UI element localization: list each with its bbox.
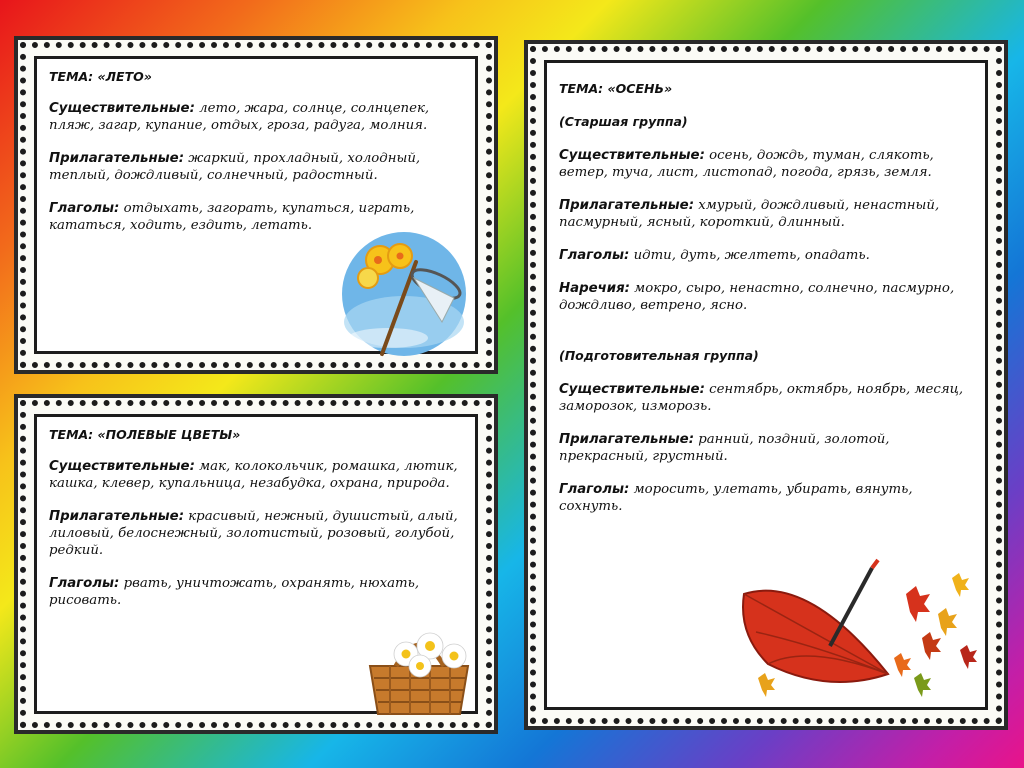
flowers-title: ТЕМА: «ПОЛЕВЫЕ ЦВЕТЫ» bbox=[49, 427, 241, 442]
label-adjectives: Прилагательные: bbox=[49, 151, 185, 166]
label-verbs: Глаголы: bbox=[559, 482, 630, 497]
autumn-verbs-2-text: моросить, улетать, убирать, вянуть, сохнуть. bbox=[559, 482, 913, 514]
card-autumn bbox=[524, 40, 1008, 730]
autumn-adjectives-2 bbox=[559, 431, 973, 465]
butterfly-net-illustration bbox=[338, 226, 470, 358]
flowers-verbs-text: рвать, уничтожать, охранять, нюхать, рисовать. bbox=[49, 576, 420, 608]
card-field-flowers bbox=[14, 394, 498, 734]
prep-group-heading: (Подготовительная группа) bbox=[559, 348, 759, 363]
autumn-verbs-text: идти, дуть, желтеть, опадать. bbox=[629, 248, 870, 263]
summer-adjectives bbox=[49, 150, 463, 184]
label-verbs: Глаголы: bbox=[49, 201, 120, 216]
autumn-nouns-text: осень, дождь, туман, слякоть, ветер, туча, лист, листопад, погода, грязь, земля. bbox=[559, 148, 934, 180]
label-adjectives: Прилагательные: bbox=[559, 432, 695, 447]
umbrella-leaves-illustration bbox=[738, 554, 988, 704]
daisy-basket-illustration bbox=[356, 618, 486, 718]
summer-verbs-text: отдыхать, загорать, купаться, играть, кататься, ходить, ездить, летать. bbox=[49, 201, 415, 233]
autumn-nouns-2 bbox=[559, 381, 973, 415]
autumn-title: ТЕМА: «ОСЕНЬ» bbox=[559, 81, 673, 96]
card-summer bbox=[14, 36, 498, 374]
label-verbs: Глаголы: bbox=[49, 576, 120, 591]
label-nouns: Существительные: bbox=[559, 148, 705, 163]
summer-title: ТЕМА: «ЛЕТО» bbox=[49, 69, 152, 84]
autumn-verbs-2 bbox=[559, 481, 973, 515]
label-adverbs: Наречия: bbox=[559, 281, 630, 296]
senior-group-heading: (Старшая группа) bbox=[559, 114, 688, 129]
autumn-adjectives bbox=[559, 197, 973, 231]
autumn-adverbs-text: мокро, сыро, ненастно, солнечно, пасмурно, дождливо, ветрено, ясно. bbox=[559, 281, 955, 313]
label-adjectives: Прилагательные: bbox=[49, 509, 185, 524]
summer-adjectives-text: жаркий, прохладный, холодный, теплый, дождливый, солнечный, радостный. bbox=[49, 151, 421, 183]
autumn-adjectives-2-text: ранний, поздний, золотой, прекрасный, грустный. bbox=[559, 432, 890, 464]
label-nouns: Существительные: bbox=[49, 101, 195, 116]
label-verbs: Глаголы: bbox=[559, 248, 630, 263]
flowers-nouns-text: мак, колокольчик, ромашка, лютик, кашка, клевер, купальница, незабудка, охрана, природа. bbox=[49, 459, 458, 491]
autumn-nouns-2-text: сентябрь, октябрь, ноябрь, месяц, заморозок, изморозь. bbox=[559, 382, 964, 414]
flowers-adjectives bbox=[49, 508, 463, 559]
summer-nouns-text: лето, жара, солнце, солнцепек, пляж, загар, купание, отдых, гроза, радуга, молния. bbox=[49, 101, 430, 133]
autumn-adjectives-text: хмурый, дождливый, ненастный, пасмурный, ясный, короткий, длинный. bbox=[559, 198, 940, 230]
label-adjectives: Прилагательные: bbox=[559, 198, 695, 213]
autumn-adverbs bbox=[559, 280, 973, 314]
section-spacer bbox=[559, 330, 973, 348]
label-nouns: Существительные: bbox=[49, 459, 195, 474]
flowers-verbs bbox=[49, 575, 463, 609]
label-nouns: Существительные: bbox=[559, 382, 705, 397]
flowers-nouns bbox=[49, 458, 463, 492]
autumn-nouns bbox=[559, 147, 973, 181]
flowers-adjectives-text: красивый, нежный, душистый, алый, лиловый, белоснежный, золотистый, розовый, голубой, редкий. bbox=[49, 509, 458, 558]
autumn-verbs bbox=[559, 247, 973, 264]
summer-nouns bbox=[49, 100, 463, 134]
